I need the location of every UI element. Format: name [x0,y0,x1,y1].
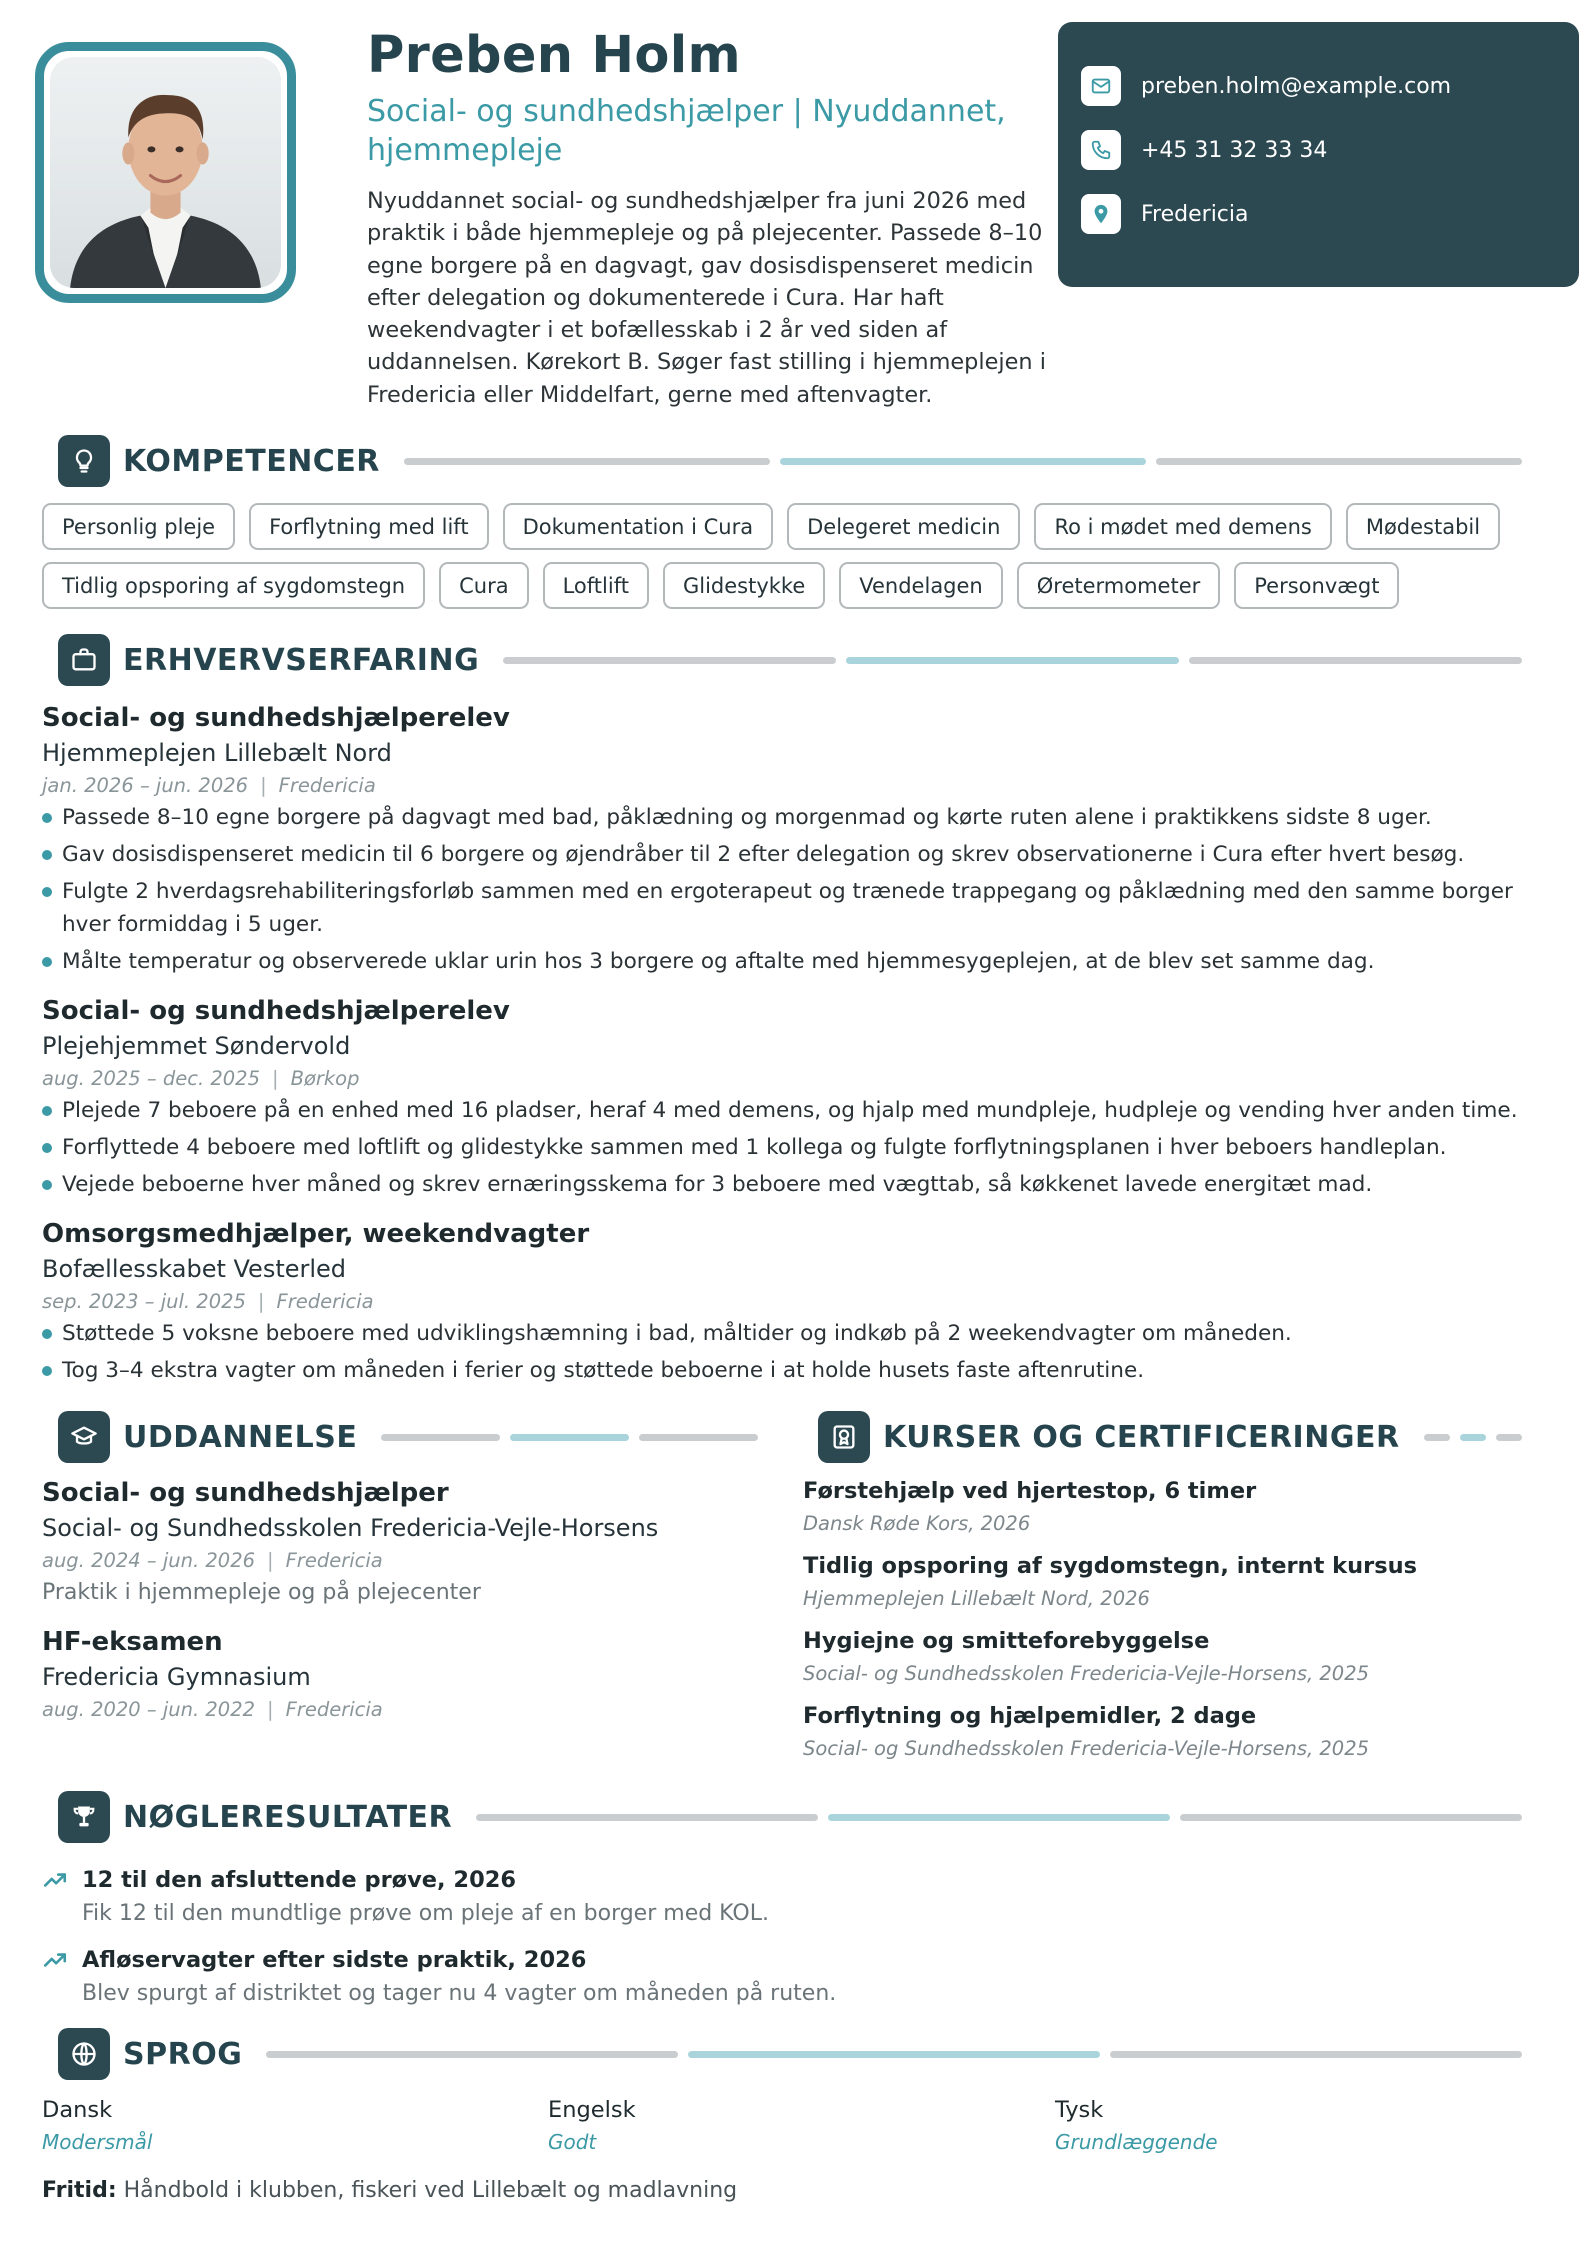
section-divider [476,1814,1522,1821]
lightbulb-icon [58,435,110,487]
skill-chip: Delegeret medicin [787,503,1020,550]
contact-email[interactable]: preben.holm@example.com [1141,73,1452,99]
education-degree: HF-eksamen [42,1627,223,1657]
trophy-icon [58,1791,110,1843]
profile-photo-frame [35,42,296,303]
job-bullets [42,1317,1542,1387]
job-bullet: Målte temperatur og observerede uklar urin hos 3 borgere og aftalte med hjemmesygeplejen, at de blev set samme dag. [42,945,1542,978]
job-place: Fredericia [278,774,376,797]
education-degree: Social- og sundhedshjælper [42,1478,449,1508]
education-entry [42,1624,762,1725]
skill-chip: Personlig pleje [42,503,235,550]
section-header-results [58,1791,1522,1843]
job-role: Social- og sundhedshjælperelev [42,703,510,733]
education-school: Fredericia Gymnasium [42,1663,311,1691]
job-place: Børkop [290,1067,360,1090]
education-period: aug. 2020 – jun. 2022 [42,1698,256,1721]
section-divider [503,657,1522,664]
contact-phone-row[interactable] [1081,130,1579,170]
course-entry [803,1550,1563,1614]
section-header-education [58,1411,758,1463]
job-role: Social- og sundhedshjælperelev [42,996,510,1026]
language-name: Tysk [1055,2097,1104,2123]
award-icon [818,1411,870,1463]
education-school: Social- og Sundhedsskolen Fredericia-Vejle-Horsens [42,1514,659,1542]
skill-chip: Dokumentation i Cura [503,503,774,550]
hobbies-line [42,2178,737,2203]
profile-summary: Nyuddannet social- og sundhedshjælper fra juni 2026 med praktik i både hjemmepleje og på plejecenter. Passede 8–10 egne borgere på en dagvagt, gav dosisdispenseret medicin efter delegation og dokumenterede i Cura. Har haft weekendvagter i et bofællesskab i 2 år ved siden af uddannelsen. Kørekort B. Søger fast stilling i hjemmeplejen i Fredericia eller Middelfart, gerne med aftenvagter. [367,188,1046,408]
job-bullet: Vejede beboerne hver måned og skrev ernæringsskema for 3 beboere med vægttab, så køkkenet lavede energitæt mad. [42,1168,1542,1201]
language-item [42,2093,442,2157]
trending-up-icon [42,1867,68,1893]
section-header-skills [58,435,1522,487]
section-header-experience [58,634,1522,686]
course-meta: Dansk Røde Kors, 2026 [803,1512,1031,1535]
section-title: UDDANNELSE [123,1419,358,1455]
job-bullet: Støttede 5 voksne beboere med udviklingshæmning i bad, måltider og indkøb på 2 weekendvagter om måneden. [42,1317,1542,1350]
briefcase-icon [58,634,110,686]
candidate-name: Preben Holm [367,26,741,85]
job-period: jan. 2026 – jun. 2026 [42,774,249,797]
result-description: Fik 12 til den mundtlige prøve om pleje af en borger med KOL. [82,1901,769,1926]
section-divider [266,2051,1522,2058]
job-entry [42,700,1542,982]
job-entry [42,993,1542,1205]
language-level: Modersmål [42,2130,153,2154]
result-title: Afløservagter efter sidste praktik, 2026 [82,1947,587,1973]
course-entry [803,1700,1563,1764]
contact-location-row [1081,194,1579,234]
job-employer: Bofællesskabet Vesterled [42,1255,347,1283]
skill-chip: Glidestykke [663,562,825,609]
job-bullets [42,1094,1542,1201]
result-description: Blev spurgt af distriktet og tager nu 4 vagter om måneden på ruten. [82,1981,837,2006]
hobbies-label: Fritid: [42,2178,117,2203]
skill-chip: Cura [439,562,528,609]
language-name: Engelsk [548,2097,636,2123]
job-bullet: Forflyttede 4 beboere med loftlift og glidestykke sammen med 1 kollega og fulgte forflytningsplanen i hver beboers handleplan. [42,1131,1542,1164]
result-title: 12 til den afsluttende prøve, 2026 [82,1867,517,1893]
section-title: KURSER OG CERTIFICERINGER [883,1419,1400,1455]
skill-chip: Ro i mødet med demens [1034,503,1331,550]
job-meta: jan. 2026 – jun. 2026 | Fredericia [42,774,376,797]
course-meta: Social- og Sundhedsskolen Fredericia-Vejle-Horsens, 2025 [803,1662,1370,1685]
language-item [548,2093,948,2157]
job-bullet: Plejede 7 beboere på en enhed med 16 pladser, heraf 4 med demens, og hjalp med mundpleje, hudpleje og vending hver anden time. [42,1094,1542,1127]
section-divider [1424,1434,1522,1441]
hobbies-text: Håndbold i klubben, fiskeri ved Lillebælt og madlavning [123,2178,738,2203]
education-place: Fredericia [285,1549,383,1572]
job-bullets [42,801,1542,978]
section-header-languages [58,2028,1522,2080]
skill-chip: Mødestabil [1346,503,1500,550]
trending-up-icon [42,1947,68,1973]
course-meta: Social- og Sundhedsskolen Fredericia-Vejle-Horsens, 2025 [803,1737,1370,1760]
skill-chip: Vendelagen [839,562,1002,609]
skills-list [42,503,1522,609]
job-entry [42,1216,1542,1391]
course-meta: Hjemmeplejen Lillebælt Nord, 2026 [803,1587,1150,1610]
education-entry [42,1475,762,1609]
mail-icon [1081,66,1121,106]
course-title: Førstehjælp ved hjertestop, 6 timer [803,1478,1257,1504]
job-bullet: Tog 3–4 ekstra vagter om måneden i ferier og støttede beboerne i at holde husets faste aftenrutine. [42,1354,1542,1387]
globe-icon [58,2028,110,2080]
skill-chip: Øretermometer [1017,562,1221,609]
skill-chip: Forflytning med lift [249,503,488,550]
education-period: aug. 2024 – jun. 2026 [42,1549,256,1572]
phone-icon [1081,130,1121,170]
graduation-cap-icon [58,1411,110,1463]
contact-phone[interactable]: +45 31 32 33 34 [1141,137,1328,163]
education-note: Praktik i hjemmepleje og på plejecenter [42,1580,481,1605]
section-header-courses [818,1411,1522,1463]
education-meta: aug. 2024 – jun. 2026 | Fredericia [42,1549,383,1572]
result-entry [42,1863,1442,1931]
job-period: sep. 2023 – jul. 2025 [42,1290,246,1313]
language-level: Godt [548,2130,597,2154]
job-place: Fredericia [276,1290,374,1313]
language-level: Grundlæggende [1055,2130,1218,2154]
contact-panel [1058,22,1579,287]
profile-photo [50,57,281,288]
job-bullet: Passede 8–10 egne borgere på dagvagt med bad, påklædning og morgenmad og kørte ruten alene i praktikkens sidste 8 uger. [42,801,1542,834]
job-bullet: Fulgte 2 hverdagsrehabiliteringsforløb sammen med en ergoterapeut og trænede trappegang og påklædning med den samme borger hver formiddag i 5 uger. [42,875,1542,941]
job-meta: aug. 2025 – dec. 2025 | Børkop [42,1067,360,1090]
skill-chip: Personvægt [1234,562,1399,609]
course-entry [803,1625,1563,1689]
course-title: Forflytning og hjælpemidler, 2 dage [803,1703,1257,1729]
job-bullet: Gav dosisdispenseret medicin til 6 borgere og øjendråber til 2 efter delegation og skrev observationerne i Cura efter hvert besøg. [42,838,1542,871]
section-title: SPROG [123,2036,243,2072]
job-employer: Hjemmeplejen Lillebælt Nord [42,739,392,767]
section-divider [404,458,1522,465]
section-title: ERHVERVSERFARING [123,642,480,678]
language-item [1055,2093,1455,2157]
contact-email-row[interactable] [1081,66,1579,106]
location-pin-icon [1081,194,1121,234]
course-title: Tidlig opsporing af sygdomstegn, internt kursus [803,1553,1418,1579]
job-meta: sep. 2023 – jul. 2025 | Fredericia [42,1290,374,1313]
education-meta: aug. 2020 – jun. 2022 | Fredericia [42,1698,383,1721]
course-title: Hygiejne og smitteforebyggelse [803,1628,1210,1654]
result-entry [42,1943,1442,2011]
language-name: Dansk [42,2097,113,2123]
section-divider [381,1434,758,1441]
course-entry [803,1475,1563,1539]
job-period: aug. 2025 – dec. 2025 [42,1067,260,1090]
contact-location: Fredericia [1141,201,1249,227]
candidate-title: Social- og sundhedshjælper | Nyuddannet, hjemmepleje [367,94,1006,168]
section-title: NØGLERESULTATER [123,1799,453,1835]
job-employer: Plejehjemmet Søndervold [42,1032,351,1060]
education-place: Fredericia [285,1698,383,1721]
job-role: Omsorgsmedhjælper, weekendvagter [42,1219,590,1249]
skill-chip: Tidlig opsporing af sygdomstegn [42,562,425,609]
section-title: KOMPETENCER [123,443,380,479]
skill-chip: Loftlift [543,562,649,609]
